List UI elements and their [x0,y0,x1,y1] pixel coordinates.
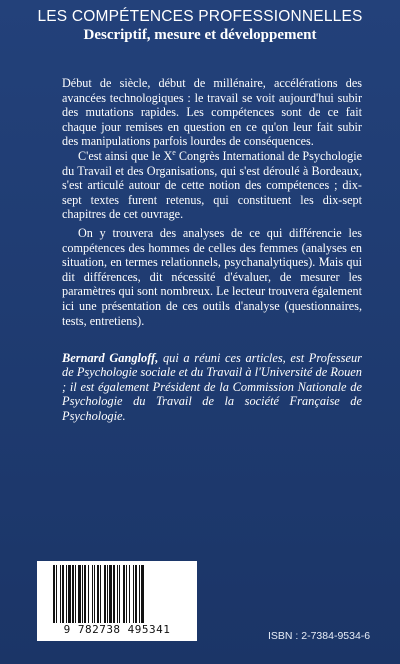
author-name: Bernard Gangloff, [62,351,159,365]
author-bio [62,351,362,423]
barcode-icon [53,565,181,623]
blurb-paragraph-2-start: C'est ainsi que le X [78,148,173,163]
book-title: LES COMPÉTENCES PROFESSIONNELLES [37,8,363,25]
barcode-number: 9 782738 495341 [63,623,171,636]
blurb-paragraph-1: Début de siècle, début de millénaire, accélérations des avancées technologiques : le travail se voit aujourd'hui subir des mutations rapides. Les compétences sont de ce fait chaque jour remises en question en ce qu'on leur fait subir des manipulations parfois lourdes de conséquences. [62,76,362,149]
blurb-paragraph-3: On y trouvera des analyses de ce qui différencie les compétences des hommes de celles des femmes (analyses en situation, en termes relationnels, psychanalytiques). Mais qui dit différences, dit nécessité d'évaluer, de mesurer les paramètres qui sont nombreux. Le lecteur trouvera également ici une présentation de ces outils d'analyse (questionnaires, tests, entretiens). [62,225,362,328]
isbn-text: ISBN : 2-7384-9534-6 [268,630,371,642]
blurb-paragraph-2 [62,149,362,222]
author-description: qui a réuni ces articles, est Professeur de Psychologie sociale et du Travail à l'Université de Rouen ; il est également Président de la Commission Nationale de Psychologie du Travail de la société Française de Psychologie. [62,351,363,423]
barcode-label [37,561,197,641]
blurb-paragraph-2-end: Congrès International de Psychologie du Travail et des Organisations, qui s'est déroulé à Bordeaux, s'est articulé autour de cette notion des compétences ; dix-sept textes furent retenus, qui constituent les dix-sept chapitres de cet ouvrage. [62,148,362,222]
superscript-e: e [172,147,176,157]
blurb-text [62,76,362,328]
book-subtitle: Descriptif, mesure et développement [83,27,317,43]
